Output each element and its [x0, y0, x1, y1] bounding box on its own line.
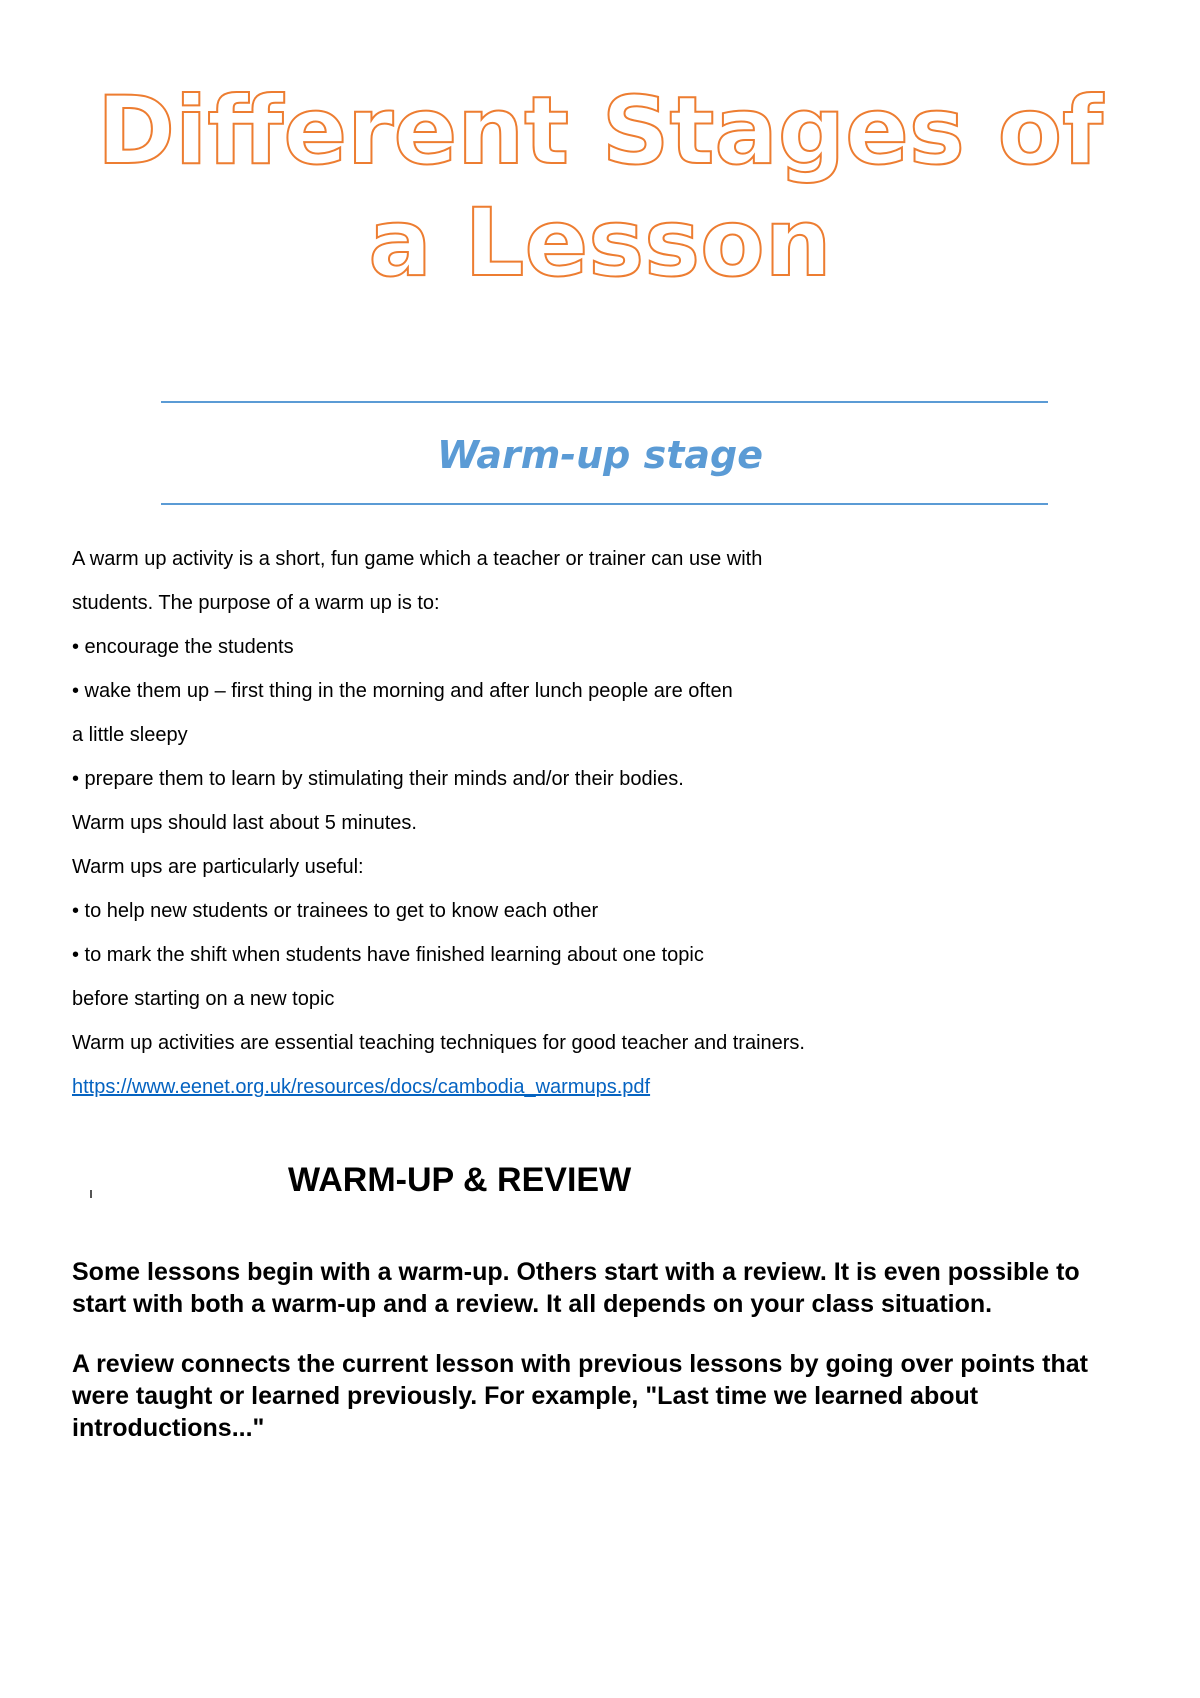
- title-line-2: a Lesson: [368, 189, 832, 298]
- section-subtitle: Warm-up stage: [437, 433, 763, 477]
- bullet-item: • prepare them to learn by stimulating their minds and/or their bodies.: [72, 768, 684, 790]
- body-line: Warm ups should last about 5 minutes.: [72, 812, 417, 834]
- body-line: Warm up activities are essential teaching techniques for good teacher and trainers.: [72, 1032, 805, 1054]
- subtitle-bottom-rule: [161, 503, 1048, 505]
- review-heading: WARM-UP & REVIEW: [288, 1161, 632, 1199]
- subtitle-top-rule: [161, 401, 1048, 403]
- stray-mark: [90, 1190, 92, 1198]
- review-paragraph-1: Some lessons begin with a warm-up. Others start with a review. It is even possible to start with both a warm-up and a review. It all depends on your class situation.: [72, 1258, 1080, 1318]
- warm-up-body: [72, 544, 1132, 1116]
- document-title: [0, 76, 1200, 300]
- body-line: Warm ups are particularly useful:: [72, 856, 364, 878]
- body-line: before starting on a new topic: [72, 988, 335, 1010]
- bullet-item: • wake them up – first thing in the morning and after lunch people are often: [72, 680, 733, 702]
- source-link[interactable]: https://www.eenet.org.uk/resources/docs/cambodia_warmups.pdf: [72, 1076, 651, 1098]
- review-paragraph-2: A review connects the current lesson with previous lessons by going over points that were taught or learned previously. For example, "Last time we learned about introductions...": [72, 1350, 1088, 1442]
- bullet-item: • encourage the students: [72, 636, 294, 658]
- title-line-1: Different Stages of: [96, 77, 1104, 186]
- body-line: students. The purpose of a warm up is to:: [72, 592, 440, 614]
- bullet-item: • to help new students or trainees to get to know each other: [72, 900, 599, 922]
- body-line: a little sleepy: [72, 724, 188, 746]
- bullet-item: • to mark the shift when students have finished learning about one topic: [72, 944, 704, 966]
- body-line: A warm up activity is a short, fun game which a teacher or trainer can use with: [72, 548, 763, 570]
- source-link-line: [72, 1072, 1132, 1116]
